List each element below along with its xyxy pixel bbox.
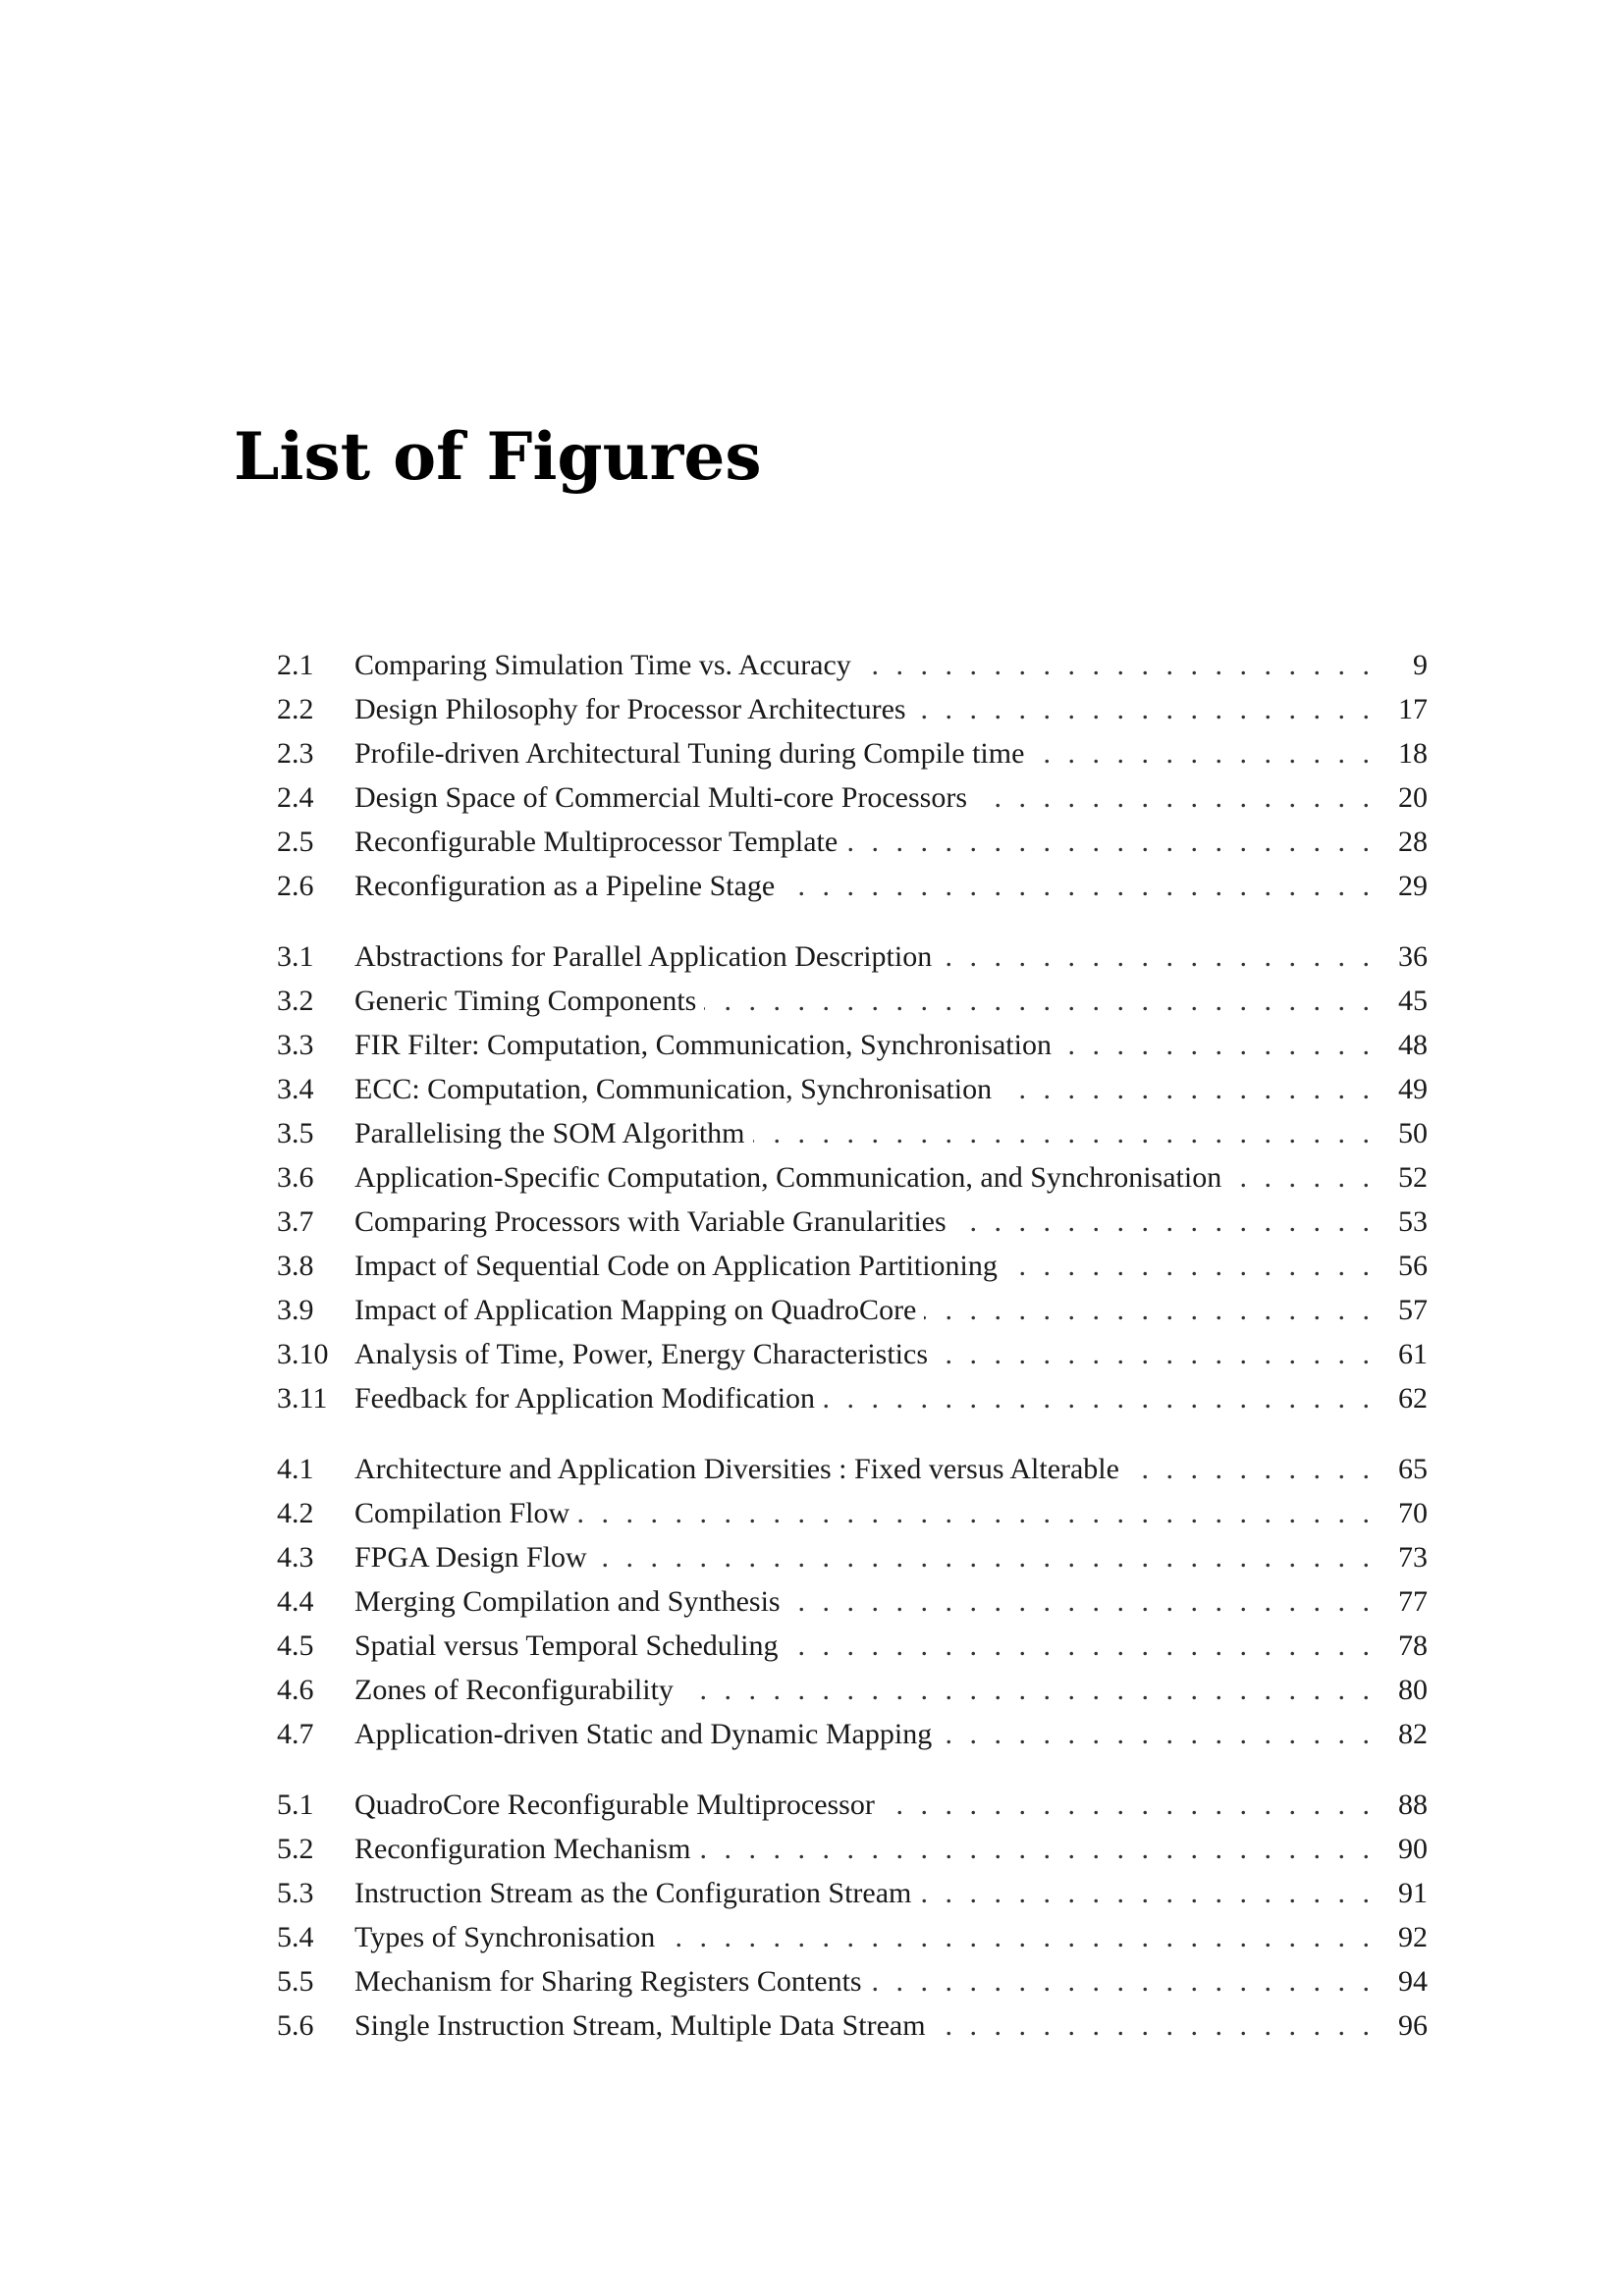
page-number: 50 — [1398, 1117, 1428, 1149]
page-number: 18 — [1398, 737, 1428, 770]
figure-entry[interactable] — [277, 979, 1428, 1023]
figure-number: 2.5 — [277, 826, 314, 858]
figure-title: Instruction Stream as the Configuration Stream — [354, 1877, 912, 1909]
figure-title: Zones of Reconfigurability — [354, 1674, 674, 1706]
dot-leader — [783, 864, 1375, 908]
figure-number: 5.2 — [277, 1833, 314, 1865]
dot-leader — [1127, 1447, 1375, 1491]
figure-number: 4.5 — [277, 1629, 314, 1662]
figure-title: Analysis of Time, Power, Energy Characteristics — [354, 1338, 929, 1370]
figure-group — [277, 1447, 1428, 1756]
figure-entry[interactable] — [277, 864, 1428, 908]
figure-entry[interactable] — [277, 1023, 1428, 1067]
dot-leader — [954, 1200, 1375, 1244]
figure-number: 2.3 — [277, 737, 314, 770]
dot-leader — [595, 1535, 1375, 1579]
page-number: 56 — [1398, 1250, 1428, 1282]
dot-leader — [681, 1668, 1375, 1712]
figure-entry[interactable] — [277, 643, 1428, 687]
page-number: 20 — [1398, 781, 1428, 814]
figure-entry[interactable] — [277, 1447, 1428, 1491]
figure-entry[interactable] — [277, 1491, 1428, 1535]
dot-leader — [883, 1783, 1375, 1827]
dot-leader — [936, 1332, 1375, 1376]
figure-entry[interactable] — [277, 1332, 1428, 1376]
figure-number: 4.7 — [277, 1718, 314, 1750]
figure-entry[interactable] — [277, 1712, 1428, 1756]
page-number: 17 — [1398, 693, 1428, 725]
dot-leader — [1005, 1244, 1375, 1288]
page-number: 62 — [1398, 1382, 1428, 1415]
page-number: 96 — [1398, 2009, 1428, 2042]
dot-leader — [823, 1376, 1375, 1420]
figure-entry[interactable] — [277, 775, 1428, 820]
page-number: 52 — [1398, 1161, 1428, 1194]
page-number: 57 — [1398, 1294, 1428, 1326]
figure-title: Merging Compilation and Synthesis — [354, 1585, 781, 1618]
figure-group — [277, 934, 1428, 1420]
figure-entry[interactable] — [277, 1827, 1428, 1871]
dot-leader — [940, 934, 1375, 979]
dot-leader — [940, 1712, 1375, 1756]
figure-title: Spatial versus Temporal Scheduling — [354, 1629, 779, 1662]
page-number: 70 — [1398, 1497, 1428, 1529]
dot-leader — [753, 1111, 1376, 1155]
figure-entry[interactable] — [277, 687, 1428, 731]
dot-leader — [924, 1288, 1375, 1332]
figure-number: 3.3 — [277, 1029, 314, 1061]
dot-leader — [698, 1827, 1375, 1871]
figure-number: 2.4 — [277, 781, 314, 814]
figure-number: 4.2 — [277, 1497, 314, 1529]
figure-number: 5.6 — [277, 2009, 314, 2042]
figure-entry[interactable] — [277, 1915, 1428, 1959]
figure-title: Architecture and Application Diversities : Fixed versus Alterable — [354, 1453, 1119, 1485]
figure-number: 3.2 — [277, 985, 314, 1017]
page-number: 49 — [1398, 1073, 1428, 1105]
figure-title: FPGA Design Flow — [354, 1541, 587, 1574]
dot-leader — [934, 2003, 1375, 2048]
figure-title: Application-Specific Computation, Communication, and Synchronisation — [354, 1161, 1222, 1194]
page-title: List of Figures — [234, 418, 762, 495]
figure-entry[interactable] — [277, 820, 1428, 864]
figure-title: Reconfiguration Mechanism — [354, 1833, 691, 1865]
dot-leader — [1000, 1067, 1375, 1111]
figure-title: Feedback for Application Modification — [354, 1382, 816, 1415]
figure-number: 2.1 — [277, 649, 314, 681]
page-number: 45 — [1398, 985, 1428, 1017]
figure-entry[interactable] — [277, 1535, 1428, 1579]
page-number: 80 — [1398, 1674, 1428, 1706]
dot-leader — [919, 1871, 1375, 1915]
dot-leader — [859, 643, 1375, 687]
figure-entry[interactable] — [277, 934, 1428, 979]
figure-title: Profile-driven Architectural Tuning during Compile time — [354, 737, 1025, 770]
figure-number: 5.4 — [277, 1921, 314, 1953]
page-number: 61 — [1398, 1338, 1428, 1370]
figure-number: 4.1 — [277, 1453, 314, 1485]
page-number: 92 — [1398, 1921, 1428, 1953]
figure-entry[interactable] — [277, 731, 1428, 775]
page-number: 82 — [1398, 1718, 1428, 1750]
figure-title: Design Philosophy for Processor Architectures — [354, 693, 906, 725]
dot-leader — [870, 1959, 1375, 2003]
page-number: 88 — [1398, 1789, 1428, 1821]
figure-group — [277, 643, 1428, 908]
figure-title: FIR Filter: Computation, Communication, Synchronisation — [354, 1029, 1052, 1061]
figure-title: Compilation Flow — [354, 1497, 570, 1529]
figure-number: 5.1 — [277, 1789, 314, 1821]
page-number: 28 — [1398, 826, 1428, 858]
figure-entry[interactable] — [277, 2003, 1428, 2048]
dot-leader — [663, 1915, 1375, 1959]
figure-number: 5.5 — [277, 1965, 314, 1998]
page-number: 78 — [1398, 1629, 1428, 1662]
page-number: 73 — [1398, 1541, 1428, 1574]
list-of-figures — [277, 643, 1428, 2074]
figure-title: Reconfigurable Multiprocessor Template — [354, 826, 839, 858]
page-number: 48 — [1398, 1029, 1428, 1061]
figure-entry[interactable] — [277, 1111, 1428, 1155]
figure-number: 3.1 — [277, 940, 314, 973]
figure-number: 4.6 — [277, 1674, 314, 1706]
page-number: 36 — [1398, 940, 1428, 973]
figure-entry[interactable] — [277, 1288, 1428, 1332]
figure-entry[interactable] — [277, 1200, 1428, 1244]
dot-leader — [577, 1491, 1375, 1535]
figure-entry[interactable] — [277, 1668, 1428, 1712]
figure-title: Impact of Sequential Code on Application Partitioning — [354, 1250, 998, 1282]
figure-entry[interactable] — [277, 1871, 1428, 1915]
figure-title: ECC: Computation, Communication, Synchronisation — [354, 1073, 993, 1105]
page-number: 90 — [1398, 1833, 1428, 1865]
page-number: 53 — [1398, 1205, 1428, 1238]
figure-entry[interactable] — [277, 1376, 1428, 1420]
figure-number: 3.8 — [277, 1250, 314, 1282]
figure-title: Design Space of Commercial Multi-core Processors — [354, 781, 968, 814]
dot-leader — [704, 979, 1375, 1023]
page-number: 91 — [1398, 1877, 1428, 1909]
figure-number: 4.3 — [277, 1541, 314, 1574]
figure-number: 2.6 — [277, 870, 314, 902]
figure-number: 4.4 — [277, 1585, 314, 1618]
figure-entry[interactable] — [277, 1624, 1428, 1668]
figure-number: 3.5 — [277, 1117, 314, 1149]
figure-number: 5.3 — [277, 1877, 314, 1909]
figure-title: Impact of Application Mapping on QuadroCore — [354, 1294, 917, 1326]
figure-title: Comparing Processors with Variable Granularities — [354, 1205, 947, 1238]
figure-title: Generic Timing Components — [354, 985, 697, 1017]
figure-title: Comparing Simulation Time vs. Accuracy — [354, 649, 851, 681]
figure-entry[interactable] — [277, 1959, 1428, 2003]
figure-entry[interactable] — [277, 1783, 1428, 1827]
dot-leader — [788, 1579, 1375, 1624]
dot-leader — [975, 775, 1375, 820]
figure-title: QuadroCore Reconfigurable Multiprocessor — [354, 1789, 875, 1821]
dot-leader — [1059, 1023, 1375, 1067]
figure-number: 2.2 — [277, 693, 314, 725]
figure-entry[interactable] — [277, 1579, 1428, 1624]
figure-entry[interactable] — [277, 1155, 1428, 1200]
page-number: 77 — [1398, 1585, 1428, 1618]
page-number: 94 — [1398, 1965, 1428, 1998]
figure-title: Parallelising the SOM Algorithm — [354, 1117, 745, 1149]
figure-title: Single Instruction Stream, Multiple Data Stream — [354, 2009, 926, 2042]
dot-leader — [1032, 731, 1375, 775]
figure-title: Types of Synchronisation — [354, 1921, 656, 1953]
figure-number: 3.10 — [277, 1338, 329, 1370]
page-number: 65 — [1398, 1453, 1428, 1485]
figure-number: 3.4 — [277, 1073, 314, 1105]
figure-title: Abstractions for Parallel Application Description — [354, 940, 933, 973]
figure-entry[interactable] — [277, 1067, 1428, 1111]
figure-number: 3.11 — [277, 1382, 328, 1415]
figure-title: Mechanism for Sharing Registers Contents — [354, 1965, 862, 1998]
figure-number: 3.7 — [277, 1205, 314, 1238]
page-number: 9 — [1413, 649, 1428, 681]
figure-title: Application-driven Static and Dynamic Mapping — [354, 1718, 933, 1750]
figure-title: Reconfiguration as a Pipeline Stage — [354, 870, 776, 902]
dot-leader — [1229, 1155, 1375, 1200]
figure-number: 3.9 — [277, 1294, 314, 1326]
dot-leader — [845, 820, 1375, 864]
page-number: 29 — [1398, 870, 1428, 902]
figure-entry[interactable] — [277, 1244, 1428, 1288]
figure-number: 3.6 — [277, 1161, 314, 1194]
dot-leader — [785, 1624, 1375, 1668]
figure-group — [277, 1783, 1428, 2048]
dot-leader — [914, 687, 1375, 731]
